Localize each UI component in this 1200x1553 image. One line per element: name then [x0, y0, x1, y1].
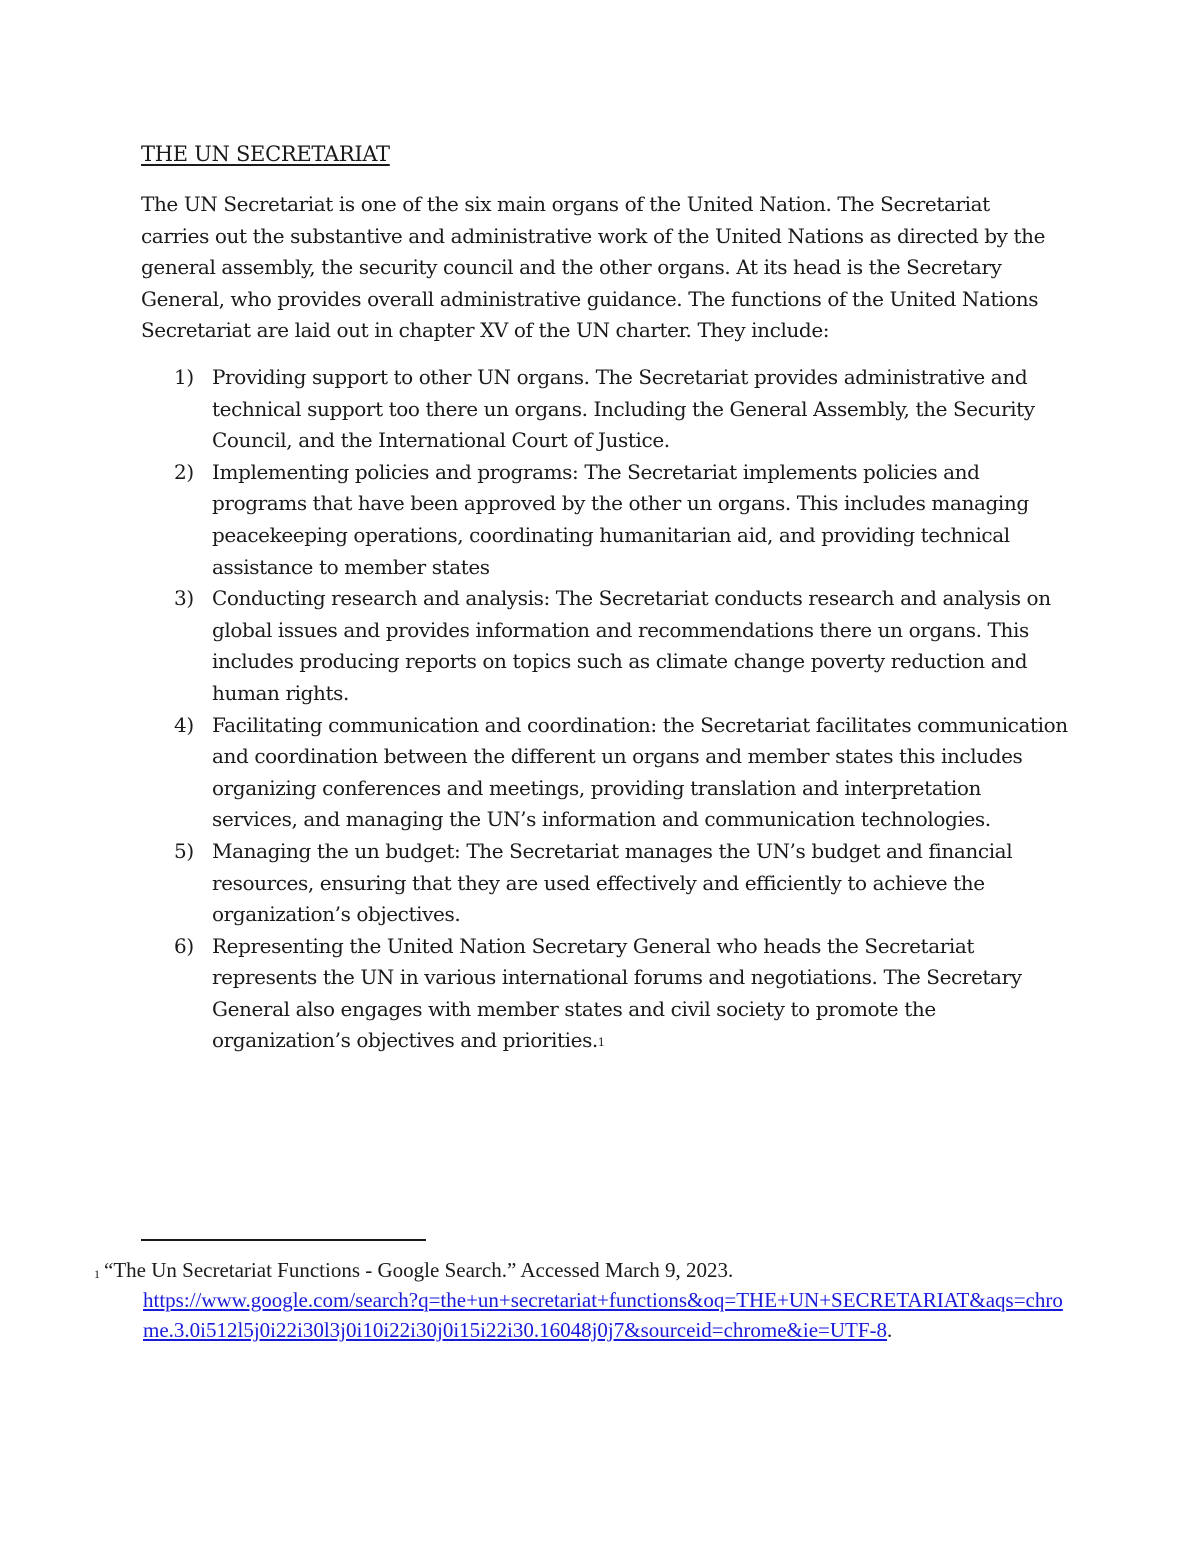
functions-list	[141, 362, 1071, 1057]
list-item-number: 1)	[174, 365, 194, 389]
footnote-mark: 1	[94, 1267, 100, 1281]
list-item	[141, 457, 1071, 583]
intro-paragraph: The UN Secretariat is one of the six main organs of the United Nation. The Secretariat carries out the substantive and administrative work of the United Nations as directed by the general assembly, the security council and the other organs. At its head is the Secretary General, who provides overall administrative guidance. The functions of the United Nations Secretariat are laid out in chapter XV of the UN charter. They include:	[141, 192, 1046, 343]
list-item-text: Providing support to other UN organs. The Secretariat provides administrative and technical support too there un organs. Including the General Assembly, the Security Council, and the International Court of Justice.	[212, 365, 1035, 453]
list-item-text: Representing the United Nation Secretary General who heads the Secretariat represents the UN in various international forums and negotiations. The Secretary General also engages with member states and civil society to promote the organization’s objectives and priorities.	[212, 933, 1022, 1053]
list-item-text: Managing the un budget: The Secretariat manages the UN’s budget and financial resources, ensuring that they are used effectively and efficiently to achieve the organization’s objectives.	[212, 838, 1013, 927]
footnote-trailing: .	[887, 1318, 893, 1342]
list-item-text: Facilitating communication and coordination: the Secretariat facilitates communication and coordination between the different un organs and member states this includes organizing conferences and meetings, providing translation and interpretation services, and managing the UN’s information and communication technologies.	[212, 712, 1068, 832]
document-heading: THE UN SECRETARIAT	[141, 142, 390, 166]
footnote-link[interactable]: https://www.google.com/search?q=the+un+secretariat+functions&oq=THE+UN+SECRETARIAT&aqs=chrome.3.0i512l5j0i22i30l3j0i10i22i30j0i15i22i30.16048j0j7&sourceid=chrome&ie=UTF-8	[143, 1288, 1063, 1342]
list-item-number: 6)	[174, 933, 194, 958]
footnote-citation: “The Un Secretariat Functions - Google Search.” Accessed March 9, 2023.	[104, 1258, 734, 1282]
list-item-number: 4)	[174, 712, 194, 737]
footnote-reference[interactable]: 1	[597, 1036, 605, 1050]
list-item	[141, 931, 1071, 1057]
list-item	[141, 710, 1071, 836]
list-item	[141, 836, 1071, 931]
footnote-url-line	[94, 1285, 1069, 1345]
list-item	[141, 362, 1071, 457]
footnote-separator	[141, 1239, 426, 1241]
list-item-number: 5)	[174, 838, 194, 863]
list-item-number: 3)	[174, 586, 194, 611]
list-item-number: 2)	[174, 459, 194, 484]
list-item	[141, 583, 1071, 709]
list-item-text: Conducting research and analysis: The Secretariat conducts research and analysis on global issues and provides information and recommendations there un organs. This includes producing reports on topics such as climate change poverty reduction and human rights.	[212, 586, 1051, 705]
footnote	[94, 1255, 1069, 1345]
list-item-text: Implementing policies and programs: The Secretariat implements policies and programs that have been approved by the other un organs. This includes managing peacekeeping operations, coordinating humanitarian aid, and providing technical assistance to member states	[212, 459, 1029, 579]
